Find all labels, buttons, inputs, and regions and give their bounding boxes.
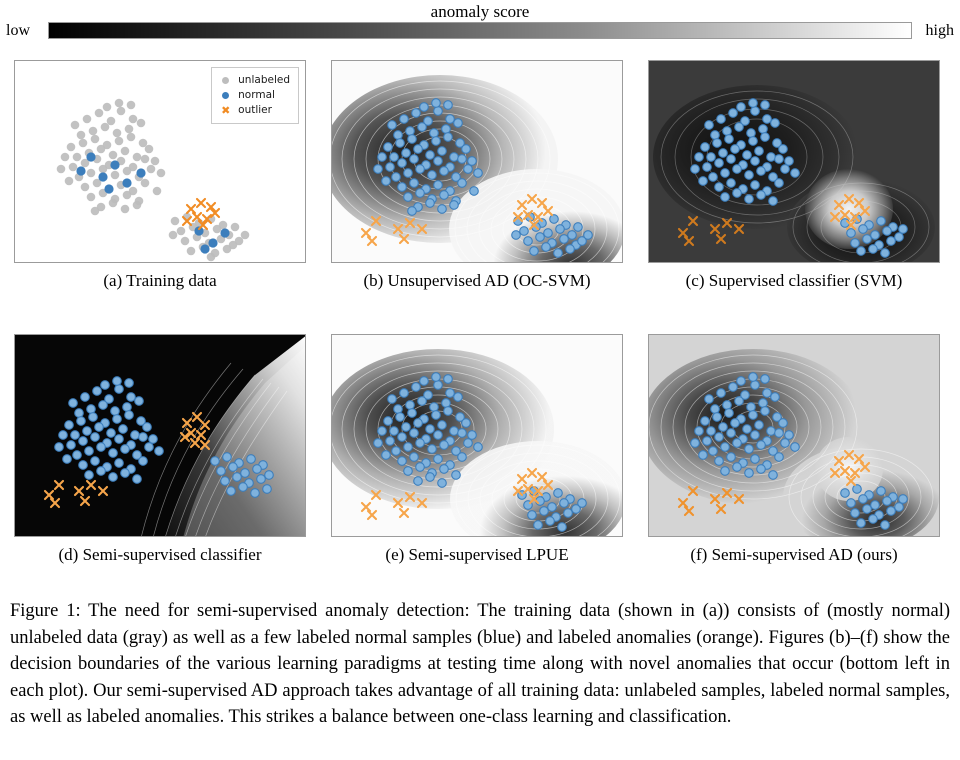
panel-b	[331, 60, 623, 292]
plot-c	[648, 60, 940, 263]
panel-d	[14, 334, 306, 566]
panel-c-caption: (c) Supervised classifier (SVM)	[685, 271, 903, 290]
normal-marker-icon	[218, 88, 234, 103]
plot-a	[14, 60, 306, 263]
legend-item-outlier	[218, 103, 290, 118]
plot-d	[14, 334, 306, 537]
panel-a-caption: (a) Training data	[103, 271, 217, 290]
plot-c-canvas	[649, 61, 940, 263]
plot-d-canvas	[15, 335, 306, 537]
colorbar	[0, 0, 960, 48]
plot-f-canvas	[649, 335, 940, 537]
legend-label-outlier: outlier	[238, 104, 272, 116]
panel-f	[648, 334, 940, 566]
unlabeled-marker-icon	[218, 73, 234, 88]
panel-c	[648, 60, 940, 292]
panel-e-caption: (e) Semi-supervised LPUE	[385, 545, 569, 564]
plot-e	[331, 334, 623, 537]
legend-item-unlabeled	[218, 73, 290, 88]
legend	[211, 67, 299, 124]
legend-label-normal: normal	[238, 89, 275, 101]
panel-d-caption: (d) Semi-supervised classifier	[58, 545, 262, 564]
colorbar-low-label: low	[6, 22, 30, 39]
plot-f	[648, 334, 940, 537]
colorbar-high-label: high	[925, 22, 954, 39]
panel-e	[331, 334, 623, 566]
outlier-marker-icon: ✖	[221, 104, 231, 117]
colorbar-gradient	[48, 22, 912, 39]
plot-b	[331, 60, 623, 263]
panel-f-caption: (f) Semi-supervised AD (ours)	[690, 545, 898, 564]
legend-item-normal	[218, 88, 290, 103]
panel-a	[14, 60, 306, 292]
panel-b-caption: (b) Unsupervised AD (OC-SVM)	[363, 271, 591, 290]
colorbar-title: anomaly score	[430, 2, 530, 21]
plot-e-canvas	[332, 335, 623, 537]
legend-label-unlabeled: unlabeled	[238, 74, 290, 86]
figure-caption: Figure 1: The need for semi-supervised anomaly detection: The training data (shown in (a)) consists of (mostly normal) unlabeled data (gray) as well as a few labeled normal samples (blue) and labeled anomalies (orange). Figures (b)–(f) show the decision boundaries of the various learning paradigms at testing time along with novel anomalies that occur (bottom left in each plot). Our semi-supervised AD approach takes advantage of all training data: unlabeled samples, labeled normal samples, as well as labeled anomalies. This strikes a balance between one-class learning and classification.	[10, 601, 950, 727]
plot-b-canvas	[332, 61, 623, 263]
